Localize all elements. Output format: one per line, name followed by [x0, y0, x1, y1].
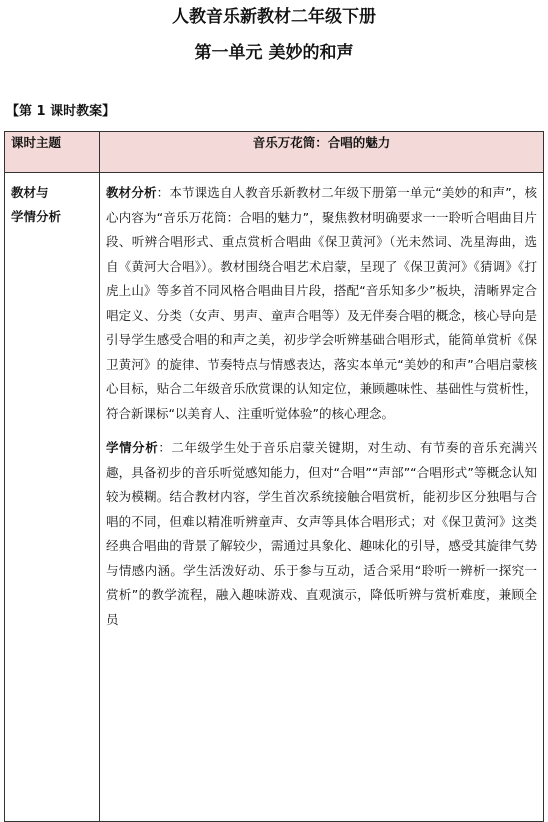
- student-analysis-text: ：二年级学生处于音乐启蒙关键期，对生动、有节奏的音乐充满兴趣，具备初步的音乐听觉感知能力，但对“合唱”“声部”“合唱形式”等概念认知较为模糊。结合教材内容，学生首次系统接触合唱赏析，能初步区分独唱与合唱的不同，但难以精准听辨童声、女声等具体合唱形式；对《保卫黄河》这类经典合唱曲的背景了解较少，需通过具象化、趣味化的引导，感受其旋律气势与情感内涵。学生活泼好动、乐于参与互动，适合采用“聆听一辨析一探究一赏析”的教学流程，融入趣味游戏、直观演示，降低听辨与赏析难度，兼顾全员: [106, 440, 537, 627]
- document-title: 人教音乐新教材二年级下册: [172, 7, 376, 27]
- unit-title: 第一单元 美妙的和声: [194, 43, 354, 63]
- header-label-cell: [5, 132, 100, 173]
- header-value-cell: [100, 132, 544, 173]
- material-analysis-paragraph: [106, 181, 537, 426]
- row-label-cell: [5, 173, 100, 822]
- row-label-line1: 教材与: [11, 185, 49, 200]
- lesson-section-label: 【第 1 课时教案】: [6, 104, 116, 119]
- row-label-line2: 学情分析: [11, 209, 62, 224]
- lesson-theme: 音乐万花筒：合唱的魅力: [252, 135, 391, 150]
- student-analysis-paragraph: [106, 436, 537, 632]
- lesson-plan-table: [4, 131, 544, 822]
- material-analysis-label: 教材分析: [106, 185, 157, 200]
- student-analysis-label: 学情分析: [106, 440, 159, 455]
- material-analysis-text: ：本节课选自人教音乐新教材二年级下册第一单元“美妙的和声”，核心内容为“音乐万花筒：合唱的魅力”，聚焦教材明确要求一一聆听合唱曲目片段、听辨合唱形式、重点赏析合唱曲《保卫黄河》（光未然词、冼星海曲，选自《黄河大合唱》）。教材围绕合唱艺术启蒙，呈现了《保卫黄河》《猜调》《打虎上山》等多首不同风格合唱曲目片段，搭配“音乐知多少”板块，清晰界定合唱定义、分类（女声、男声、童声合唱等）及无伴奏合唱的概念，核心导向是引导学生感受合唱的和声之美，初步学会听辨基础合唱形式，能简单赏析《保卫黄河》的旋律、节奏特点与情感表达，落实本单元“美妙的和声”合唱启蒙核心目标，贴合二年级音乐欣赏课的认知定位，兼顾趣味性、基础性与赏析性，符合新课标“以美育人、注重听觉体验”的核心理念。: [106, 185, 537, 421]
- header-label: 课时主题: [11, 135, 62, 150]
- table-row: [5, 173, 544, 822]
- analysis-content-cell: [100, 173, 544, 822]
- table-header-row: [5, 132, 544, 173]
